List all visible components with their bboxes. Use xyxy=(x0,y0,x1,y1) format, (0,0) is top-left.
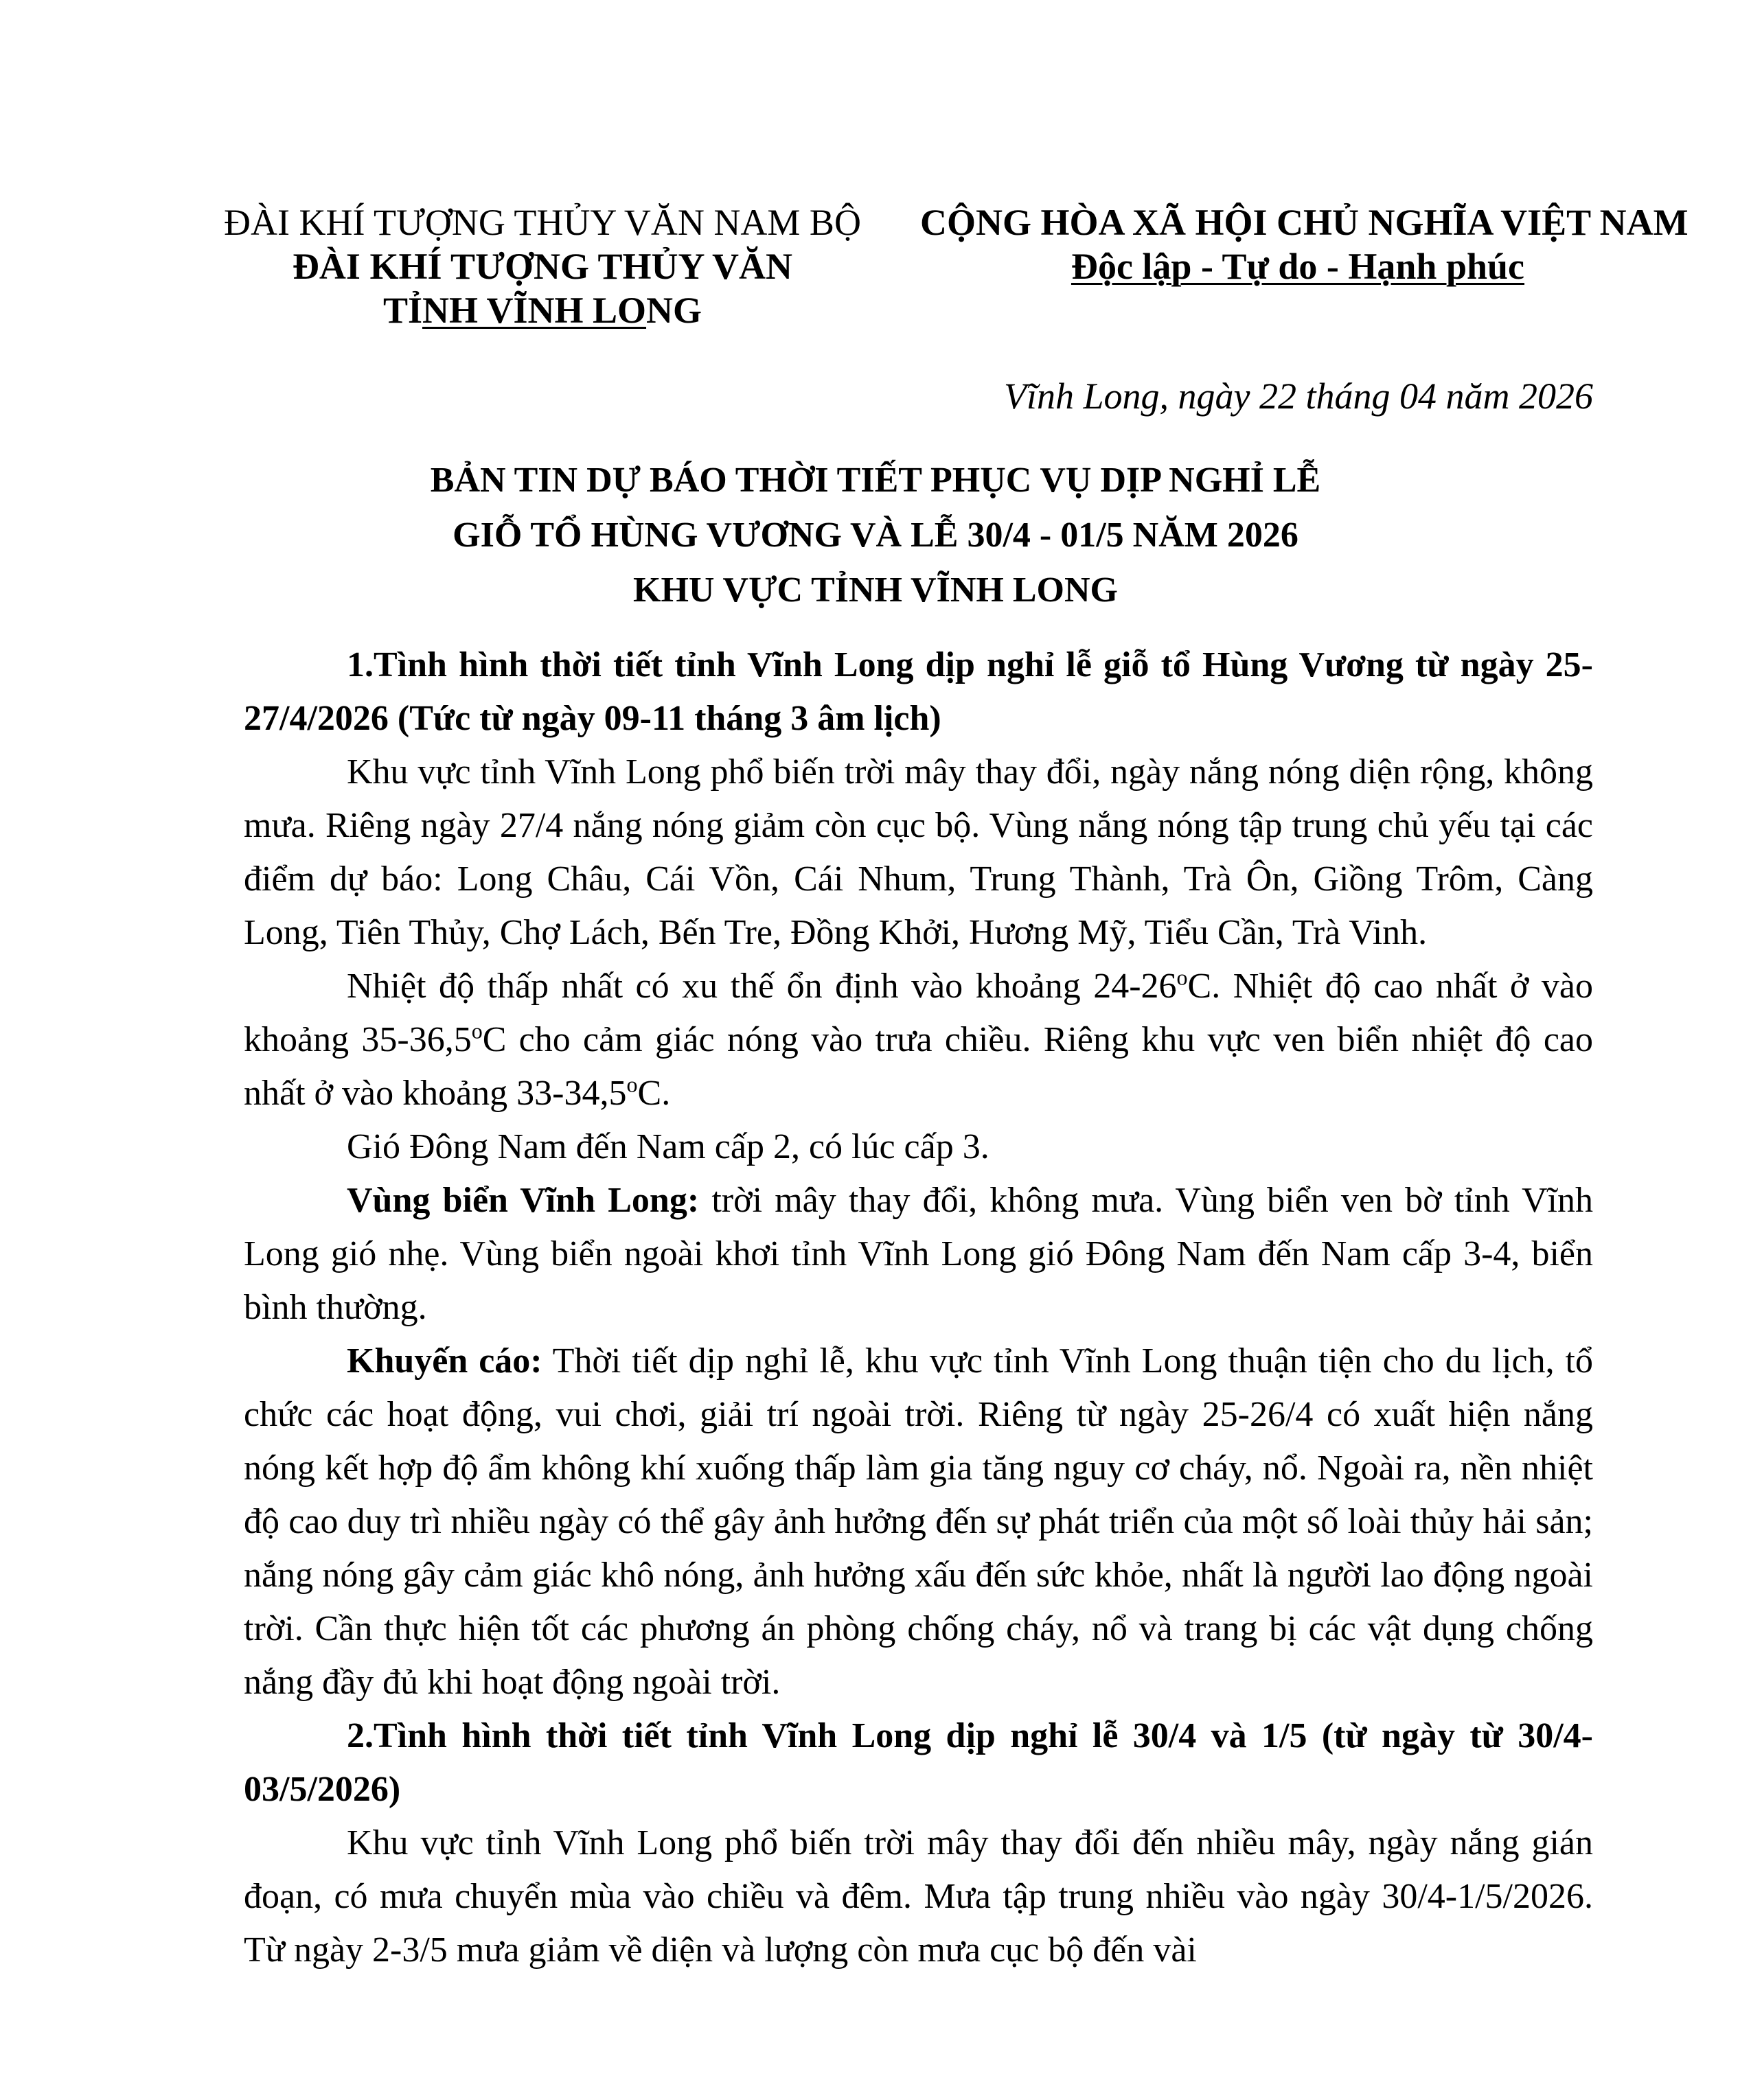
agency-province-post: NG xyxy=(646,290,702,331)
section-1-sea-paragraph xyxy=(244,1174,1593,1335)
degree-symbol: o xyxy=(626,1072,638,1097)
section-1-wind-paragraph: Gió Đông Nam đến Nam cấp 2, có lúc cấp 3. xyxy=(347,1127,989,1166)
section-1-advisory-paragraph xyxy=(244,1335,1593,1709)
agency-province-underlined: NH VĨNH LO xyxy=(422,290,647,331)
temp-text-c: C cho cảm giác nóng vào trưa chiều. Riêng khu vực ven biển nhiệt độ cao nhất ở vào khoảng 33-34,5 xyxy=(244,1020,1593,1113)
agency-header xyxy=(165,200,920,332)
title-line-3: KHU VỰC TỈNH VĨNH LONG xyxy=(633,570,1118,610)
parent-agency-name: ĐÀI KHÍ TƯỢNG THỦY VĂN NAM BỘ xyxy=(224,202,861,243)
agency-province xyxy=(165,288,920,332)
national-header xyxy=(920,200,1689,288)
section-1-paragraph-1: Khu vực tỉnh Vĩnh Long phổ biến trời mây thay đổi, ngày nắng nóng diện rộng, không mưa. Riêng ngày 27/4 nắng nóng giảm còn cục bộ. Vùng nắng nóng tập trung chủ yếu tại các điểm dự báo: Long Châu, Cái Vồn, Cái Nhum, Trung Thành, Trà Ôn, Giồng Trôm, Càng Long, Tiên Thủy, Chợ Lách, Bến Tre, Đồng Khởi, Hương Mỹ, Tiểu Cần, Trà Vinh. xyxy=(244,752,1593,952)
temp-text-b: C. Nhiệt độ cao nhất ở vào khoảng 35-36,5 xyxy=(244,967,1593,1059)
temp-text-a: Nhiệt độ thấp nhất có xu thế ổn định vào khoảng 24-26 xyxy=(347,967,1177,1006)
advisory-text: Thời tiết dịp nghỉ lễ, khu vực tỉnh Vĩnh Long thuận tiện cho du lịch, tổ chức các hoạt động, vui chơi, giải trí ngoài trời. Riêng từ ngày 25-26/4 có xuất hiện nắng nóng kết hợp độ ẩm không khí xuống thấp làm gia tăng nguy cơ cháy, nổ. Ngoài ra, nền nhiệt độ cao duy trì nhiều ngày có thể gây ảnh hưởng đến sự phát triển của một số loài thủy hải sản; nắng nóng gây cảm giác khô nóng, ảnh hưởng xấu đến sức khỏe, nhất là người lao động ngoài trời. Cần thực hiện tốt các phương án phòng chống cháy, nổ và trang bị các vật dụng chống nắng đầy đủ khi hoạt động ngoài trời. xyxy=(244,1341,1593,1702)
bulletin-body xyxy=(244,638,1593,1977)
issue-date: Vĩnh Long, ngày 22 tháng 04 năm 2026 xyxy=(1004,376,1593,417)
country-name: CỘNG HÒA XÃ HỘI CHỦ NGHĨA VIỆT NAM xyxy=(920,202,1689,243)
title-line-2: GIỖ TỔ HÙNG VƯƠNG VÀ LỄ 30/4 - 01/5 NĂM 2026 xyxy=(453,516,1298,555)
section-1-heading: 1.Tình hình thời tiết tỉnh Vĩnh Long dịp nghỉ lễ giỗ tổ Hùng Vương từ ngày 25-27/4/2026 (Tức từ ngày 09-11 tháng 3 âm lịch) xyxy=(244,645,1593,738)
agency-province-pre: TỈ xyxy=(382,290,422,331)
section-2-paragraph-1: Khu vực tỉnh Vĩnh Long phổ biến trời mây thay đổi đến nhiều mây, ngày nắng gián đoạn, có mưa chuyển mùa vào chiều và đêm. Mưa tập trung nhiều vào ngày 30/4-1/5/2026. Từ ngày 2-3/5 mưa giảm về diện và lượng còn mưa cục bộ đến vài xyxy=(244,1823,1593,1970)
section-1-temperature-paragraph xyxy=(244,960,1593,1120)
sea-text: trời mây thay đổi, không mưa. Vùng biển ven bờ tỉnh Vĩnh Long gió nhẹ. Vùng biển ngoài khơi tỉnh Vĩnh Long gió Đông Nam đến Nam cấp 3-4, biển bình thường. xyxy=(244,1181,1593,1327)
national-motto xyxy=(920,244,1675,288)
bulletin-title xyxy=(124,453,1627,618)
advisory-label: Khuyến cáo: xyxy=(347,1341,542,1381)
sea-label: Vùng biển Vĩnh Long: xyxy=(347,1181,700,1220)
agency-name: ĐÀI KHÍ TƯỢNG THỦY VĂN xyxy=(292,246,793,287)
temp-text-d: C. xyxy=(637,1074,671,1113)
national-motto-text: Độc lập - Tự do - Hạnh phúc xyxy=(1071,246,1525,287)
title-line-1: BẢN TIN DỰ BÁO THỜI TIẾT PHỤC VỤ DỊP NGHỈ LỄ xyxy=(430,461,1321,500)
degree-symbol: o xyxy=(1176,965,1188,990)
degree-symbol: o xyxy=(471,1018,483,1043)
section-2-heading: 2.Tình hình thời tiết tỉnh Vĩnh Long dịp nghỉ lễ 30/4 và 1/5 (từ ngày từ 30/4-03/5/2026) xyxy=(244,1716,1593,1809)
